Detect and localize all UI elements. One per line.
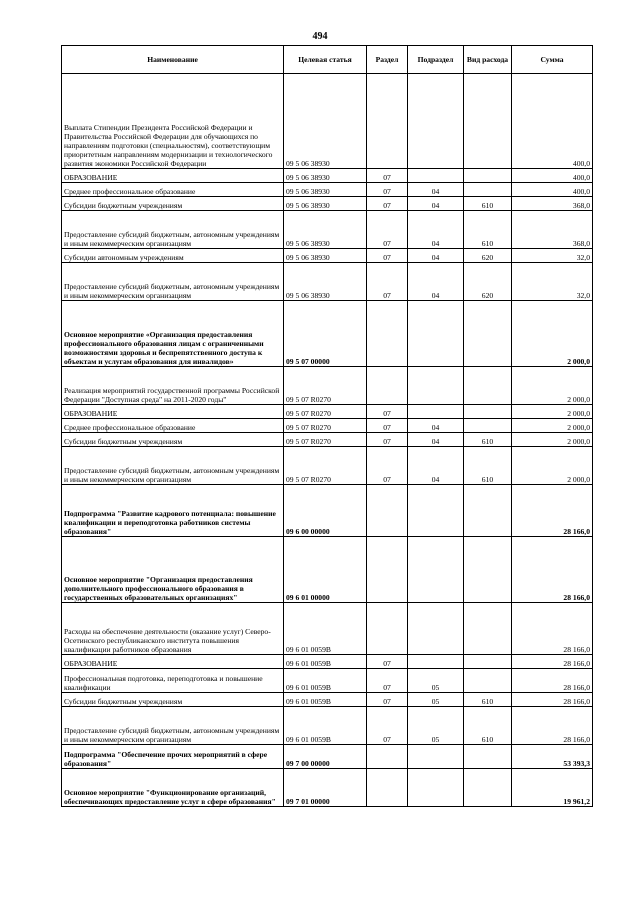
row-sum-cell: 28 166,0 <box>512 485 593 537</box>
row-code-cell: 09 5 06 38930 <box>284 211 367 249</box>
table-row <box>62 447 593 485</box>
table-row <box>62 74 593 169</box>
row-expense-type-cell: 610 <box>464 707 512 745</box>
row-subsection-cell <box>408 537 464 603</box>
row-section-cell <box>367 745 408 769</box>
row-sum-cell: 32,0 <box>512 263 593 301</box>
row-subsection-cell <box>408 405 464 419</box>
table-row <box>62 669 593 693</box>
row-section-cell: 07 <box>367 669 408 693</box>
row-subsection-cell: 04 <box>408 419 464 433</box>
table-row <box>62 419 593 433</box>
row-name-cell: Предоставление субсидий бюджетным, автономным учреждениям и иным некоммерческим организациям <box>62 707 284 745</box>
row-sum-cell: 28 166,0 <box>512 693 593 707</box>
row-code-cell: 09 5 07 R0270 <box>284 367 367 405</box>
row-name-cell: ОБРАЗОВАНИЕ <box>62 169 284 183</box>
row-sum-cell: 2 000,0 <box>512 405 593 419</box>
row-subsection-cell <box>408 301 464 367</box>
row-expense-type-cell: 610 <box>464 447 512 485</box>
row-expense-type-cell: 620 <box>464 249 512 263</box>
row-name-cell: Предоставление субсидий бюджетным, автономным учреждениям и иным некоммерческим организациям <box>62 211 284 249</box>
row-name-cell: Среднее профессиональное образование <box>62 419 284 433</box>
row-subsection-cell: 04 <box>408 249 464 263</box>
col-header-expense-type: Вид расхода <box>464 46 512 74</box>
row-code-cell: 09 6 01 0059В <box>284 603 367 655</box>
row-subsection-cell: 04 <box>408 263 464 301</box>
row-subsection-cell <box>408 603 464 655</box>
row-section-cell: 07 <box>367 263 408 301</box>
row-code-cell: 09 5 07 R0270 <box>284 447 367 485</box>
row-code-cell: 09 5 07 R0270 <box>284 433 367 447</box>
row-subsection-cell: 04 <box>408 183 464 197</box>
row-code-cell: 09 5 06 38930 <box>284 249 367 263</box>
row-sum-cell: 400,0 <box>512 169 593 183</box>
table-row <box>62 655 593 669</box>
row-sum-cell: 53 393,3 <box>512 745 593 769</box>
table-row <box>62 211 593 249</box>
row-name-cell: Выплата Стипендии Президента Российской Федерации и Правительства Российской Федерации для обучающихся по направлениям подготовки (специальностям), соответствующим приоритетным направлениям модернизации и технологического развития экономики Российской Федерации <box>62 74 284 169</box>
row-sum-cell: 2 000,0 <box>512 447 593 485</box>
table-row <box>62 707 593 745</box>
row-name-cell: Субсидии бюджетным учреждениям <box>62 197 284 211</box>
row-name-cell: Субсидии автономным учреждениям <box>62 249 284 263</box>
table-row <box>62 603 593 655</box>
row-code-cell: 09 7 00 00000 <box>284 745 367 769</box>
row-name-cell: Профессиональная подготовка, переподготовка и повышение квалификации <box>62 669 284 693</box>
table-row <box>62 769 593 807</box>
row-subsection-cell: 04 <box>408 433 464 447</box>
row-section-cell: 07 <box>367 447 408 485</box>
row-expense-type-cell <box>464 655 512 669</box>
row-code-cell: 09 5 07 00000 <box>284 301 367 367</box>
row-sum-cell: 28 166,0 <box>512 655 593 669</box>
row-expense-type-cell <box>464 537 512 603</box>
row-sum-cell: 28 166,0 <box>512 537 593 603</box>
row-expense-type-cell <box>464 419 512 433</box>
row-section-cell: 07 <box>367 433 408 447</box>
row-subsection-cell <box>408 367 464 405</box>
row-sum-cell: 400,0 <box>512 74 593 169</box>
row-subsection-cell: 04 <box>408 211 464 249</box>
row-sum-cell: 19 961,2 <box>512 769 593 807</box>
row-code-cell: 09 6 00 00000 <box>284 485 367 537</box>
row-sum-cell: 400,0 <box>512 183 593 197</box>
row-expense-type-cell <box>464 74 512 169</box>
row-subsection-cell <box>408 655 464 669</box>
row-name-cell: Среднее профессиональное образование <box>62 183 284 197</box>
row-section-cell: 07 <box>367 419 408 433</box>
row-name-cell: Расходы на обеспечение деятельности (оказание услуг) Северо-Осетинского республиканского института повышения квалификации работников образования <box>62 603 284 655</box>
table-row <box>62 537 593 603</box>
row-expense-type-cell <box>464 485 512 537</box>
row-code-cell: 09 5 07 R0270 <box>284 419 367 433</box>
table-row <box>62 367 593 405</box>
row-section-cell <box>367 603 408 655</box>
col-header-name: Наименование <box>62 46 284 74</box>
row-code-cell: 09 5 06 38930 <box>284 169 367 183</box>
row-expense-type-cell <box>464 603 512 655</box>
row-code-cell: 09 6 01 00000 <box>284 537 367 603</box>
row-sum-cell: 28 166,0 <box>512 707 593 745</box>
row-expense-type-cell <box>464 183 512 197</box>
row-section-cell <box>367 367 408 405</box>
row-section-cell: 07 <box>367 197 408 211</box>
table-row <box>62 197 593 211</box>
col-header-code: Целевая статья <box>284 46 367 74</box>
row-section-cell: 07 <box>367 655 408 669</box>
row-expense-type-cell: 610 <box>464 197 512 211</box>
row-name-cell: Субсидии бюджетным учреждениям <box>62 433 284 447</box>
row-name-cell: Основное мероприятие «Организация предоставления профессионального образования лицам с ограниченными возможностями здоровья и беспрепятственного доступа к объектам и услугам образования для инвалидов» <box>62 301 284 367</box>
row-expense-type-cell: 610 <box>464 211 512 249</box>
row-section-cell: 07 <box>367 707 408 745</box>
row-name-cell: Предоставление субсидий бюджетным, автономным учреждениям и иным некоммерческим организациям <box>62 447 284 485</box>
row-section-cell: 07 <box>367 693 408 707</box>
row-section-cell <box>367 301 408 367</box>
row-name-cell: Субсидии бюджетным учреждениям <box>62 693 284 707</box>
row-code-cell: 09 5 06 38930 <box>284 183 367 197</box>
row-sum-cell: 32,0 <box>512 249 593 263</box>
row-sum-cell: 2 000,0 <box>512 419 593 433</box>
row-expense-type-cell: 610 <box>464 693 512 707</box>
row-section-cell <box>367 537 408 603</box>
table-row <box>62 263 593 301</box>
row-section-cell <box>367 769 408 807</box>
row-name-cell: Подпрограмма "Обеспечение прочих мероприятий в сфере образования" <box>62 745 284 769</box>
row-name-cell: Реализация мероприятий государственной программы Российской Федерации "Доступная среда" на 2011-2020 годы" <box>62 367 284 405</box>
row-section-cell: 07 <box>367 405 408 419</box>
row-section-cell: 07 <box>367 183 408 197</box>
row-sum-cell: 2 000,0 <box>512 367 593 405</box>
table-row <box>62 249 593 263</box>
row-name-cell: ОБРАЗОВАНИЕ <box>62 405 284 419</box>
row-expense-type-cell <box>464 367 512 405</box>
row-name-cell: ОБРАЗОВАНИЕ <box>62 655 284 669</box>
table-row <box>62 433 593 447</box>
row-subsection-cell <box>408 745 464 769</box>
row-name-cell: Предоставление субсидий бюджетным, автономным учреждениям и иным некоммерческим организациям <box>62 263 284 301</box>
row-sum-cell: 2 000,0 <box>512 301 593 367</box>
row-section-cell <box>367 74 408 169</box>
row-code-cell: 09 5 07 R0270 <box>284 405 367 419</box>
row-code-cell: 09 5 06 38930 <box>284 197 367 211</box>
row-section-cell: 07 <box>367 249 408 263</box>
table-row <box>62 745 593 769</box>
row-subsection-cell: 05 <box>408 669 464 693</box>
row-subsection-cell: 04 <box>408 447 464 485</box>
row-expense-type-cell <box>464 669 512 693</box>
table-row <box>62 693 593 707</box>
row-sum-cell: 2 000,0 <box>512 433 593 447</box>
row-name-cell: Подпрограмма "Развитие кадрового потенциала: повышение квалификации и переподготовка работников системы образования" <box>62 485 284 537</box>
col-header-subsection: Подраздел <box>408 46 464 74</box>
table-row <box>62 485 593 537</box>
row-sum-cell: 28 166,0 <box>512 603 593 655</box>
col-header-sum: Сумма <box>512 46 593 74</box>
row-code-cell: 09 7 01 00000 <box>284 769 367 807</box>
row-subsection-cell <box>408 485 464 537</box>
row-expense-type-cell: 610 <box>464 433 512 447</box>
row-subsection-cell: 05 <box>408 693 464 707</box>
row-expense-type-cell <box>464 301 512 367</box>
table-row <box>62 405 593 419</box>
row-subsection-cell <box>408 769 464 807</box>
row-expense-type-cell <box>464 169 512 183</box>
row-code-cell: 09 5 06 38930 <box>284 263 367 301</box>
row-section-cell <box>367 485 408 537</box>
row-subsection-cell <box>408 169 464 183</box>
row-code-cell: 09 6 01 0059В <box>284 707 367 745</box>
row-subsection-cell: 05 <box>408 707 464 745</box>
row-expense-type-cell <box>464 405 512 419</box>
row-subsection-cell: 04 <box>408 197 464 211</box>
row-name-cell: Основное мероприятие "Организация предоставления дополнительного профессионального образования в государственных образовательных организациях" <box>62 537 284 603</box>
budget-table <box>61 45 593 807</box>
row-code-cell: 09 5 06 38930 <box>284 74 367 169</box>
row-section-cell: 07 <box>367 169 408 183</box>
row-expense-type-cell: 620 <box>464 263 512 301</box>
page-number: 494 <box>312 31 328 42</box>
table-row <box>62 169 593 183</box>
row-sum-cell: 368,0 <box>512 197 593 211</box>
row-sum-cell: 368,0 <box>512 211 593 249</box>
row-subsection-cell <box>408 74 464 169</box>
row-name-cell: Основное мероприятие "Функционирование организаций, обеспечивающих предоставление услуг в сфере образования" <box>62 769 284 807</box>
table-row <box>62 183 593 197</box>
row-code-cell: 09 6 01 0059В <box>284 669 367 693</box>
row-sum-cell: 28 166,0 <box>512 669 593 693</box>
row-code-cell: 09 6 01 0059В <box>284 655 367 669</box>
row-expense-type-cell <box>464 769 512 807</box>
row-expense-type-cell <box>464 745 512 769</box>
col-header-section: Раздел <box>367 46 408 74</box>
row-code-cell: 09 6 01 0059В <box>284 693 367 707</box>
table-row <box>62 301 593 367</box>
table-header-row <box>62 46 593 74</box>
row-section-cell: 07 <box>367 211 408 249</box>
